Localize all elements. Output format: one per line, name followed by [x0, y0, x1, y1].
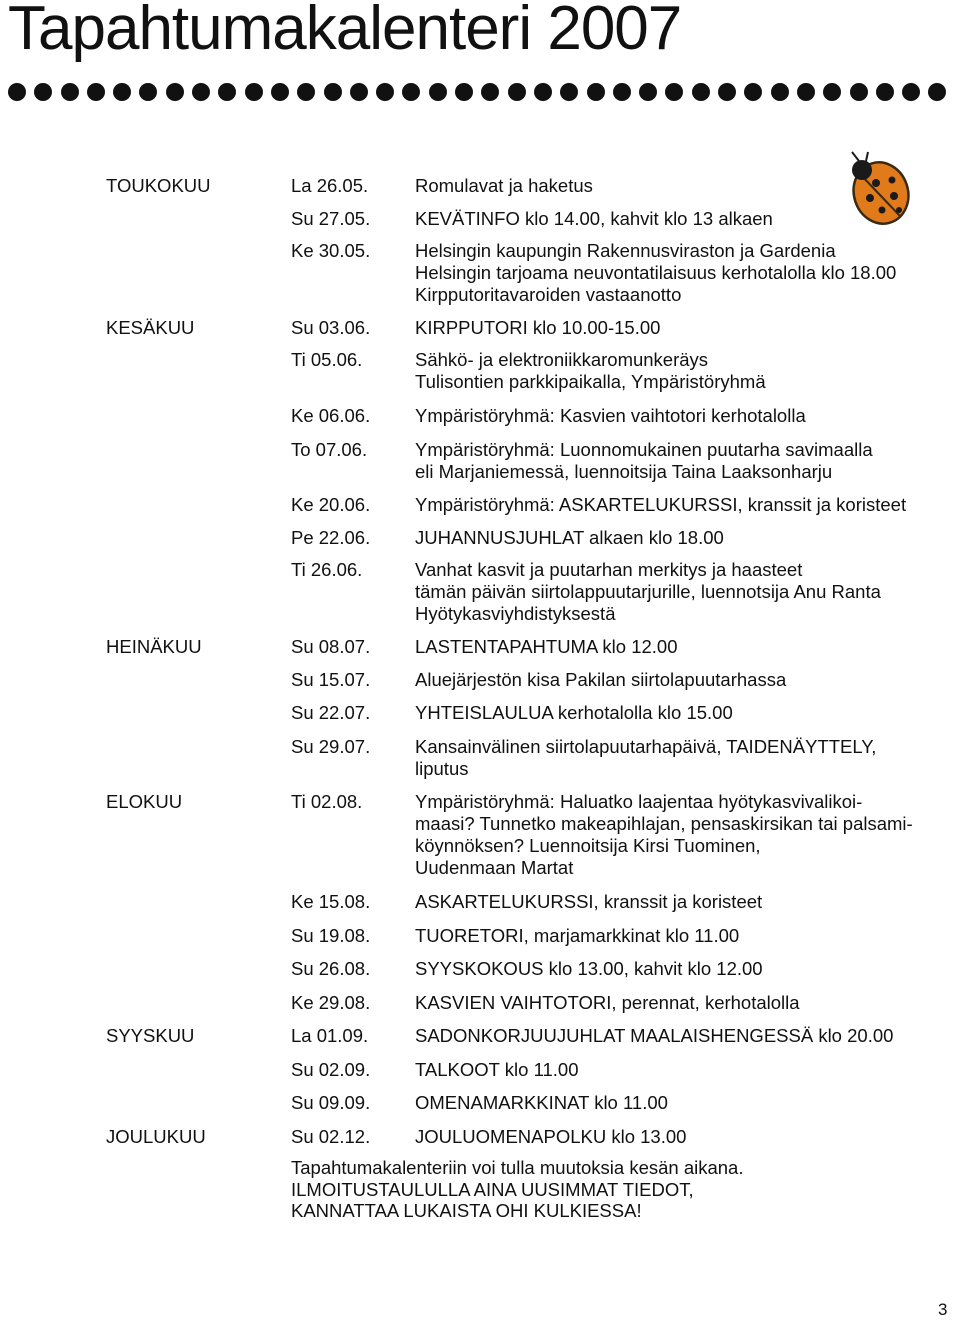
event-description: [415, 1059, 960, 1081]
event-line: Romulavat ja haketus: [415, 175, 593, 196]
event-line: Hyötykasviyhdistyksestä: [415, 603, 616, 625]
divider-dot: [587, 83, 605, 101]
event-date: Ti 26.06.: [291, 559, 363, 581]
event-description: [415, 1025, 960, 1047]
event-date: La 01.09.: [291, 1025, 369, 1047]
divider-dot: [902, 83, 920, 101]
event-line: Helsingin kaupungin Rakennusviraston ja Gardenia: [415, 240, 836, 262]
divider-dot: [113, 83, 131, 101]
divider-dot: [560, 83, 578, 101]
event-date: Ti 05.06.: [291, 349, 363, 371]
note-line: Tapahtumakalenteriin voi tulla muutoksia kesän aikana.: [291, 1157, 744, 1178]
event-date: Su 26.08.: [291, 958, 371, 980]
event-row: [0, 702, 960, 724]
event-date: Ti 02.08.: [291, 791, 363, 813]
month-label: [0, 349, 291, 393]
event-line: maasi? Tunnetko makeapihlajan, pensaskirsikan tai palsami-: [415, 813, 913, 835]
event-row: [0, 669, 960, 691]
event-row: [0, 559, 960, 625]
divider-dot: [455, 83, 473, 101]
month-label: [0, 527, 291, 549]
event-row: [0, 992, 960, 1014]
month-label: [0, 494, 291, 516]
divider-dot: [218, 83, 236, 101]
month-label: KESÄKUU: [106, 316, 195, 338]
event-row: [0, 494, 960, 516]
event-line: JOULUOMENAPOLKU klo 13.00: [415, 1126, 687, 1148]
event-date: Su 19.08.: [291, 924, 371, 946]
event-row: [0, 349, 960, 393]
event-description: [415, 925, 960, 947]
event-date: Su 27.05.: [291, 207, 371, 229]
month-label: [0, 1092, 291, 1114]
month-label: HEINÄKUU: [106, 635, 202, 657]
event-line: YHTEISLAULUA kerhotalolla klo 15.00: [415, 702, 733, 724]
divider-dot: [192, 83, 210, 101]
event-row: [0, 208, 960, 230]
event-row: [0, 240, 960, 306]
event-line: Kirpputoritavaroiden vastaanotto: [415, 284, 682, 306]
divider-dot: [350, 83, 368, 101]
divider-dot: [744, 83, 762, 101]
month-label: TOUKOKUU: [106, 175, 211, 196]
footer-note: [291, 1157, 743, 1222]
event-description: [415, 891, 960, 913]
event-line: LASTENTAPAHTUMA klo 12.00: [415, 635, 678, 657]
event-date: Pe 22.06.: [291, 526, 371, 548]
month-label: [0, 736, 291, 780]
event-row: [0, 736, 960, 780]
note-line: KANNATTAA LUKAISTA OHI KULKIESSA!: [291, 1200, 642, 1221]
divider-dot: [876, 83, 894, 101]
event-date: Su 02.12.: [291, 1126, 371, 1148]
event-description: [415, 702, 960, 724]
divider-dot: [61, 83, 79, 101]
divider-dot: [34, 83, 52, 101]
event-line: Sähkö- ja elektroniikkaromunkeräys: [415, 349, 709, 371]
event-line: Uudenmaan Martat: [415, 857, 574, 879]
event-row: [0, 1059, 960, 1081]
event-description: [415, 527, 960, 549]
divider-dot: [639, 83, 657, 101]
event-row: [0, 791, 960, 879]
event-row: [0, 1025, 960, 1047]
divider-dot: [87, 83, 105, 101]
divider-dot: [402, 83, 420, 101]
event-calendar: [0, 175, 960, 1148]
event-line: liputus: [415, 757, 469, 779]
event-row: [0, 1092, 960, 1114]
event-line: Ympäristöryhmä: Luonnomukainen puutarha savimaalla: [415, 438, 873, 460]
event-row: [0, 891, 960, 913]
divider-dot: [429, 83, 447, 101]
event-line: Aluejärjestön kisa Pakilan siirtolapuutarhassa: [415, 668, 787, 690]
event-line: Ympäristöryhmä: ASKARTELUKURSSI, kranssit ja koristeet: [415, 494, 907, 516]
event-line: Helsingin tarjoama neuvontatilaisuus kerhotalolla klo 18.00: [415, 262, 897, 284]
divider-dot: [928, 83, 946, 101]
event-description: [415, 992, 960, 1014]
event-row: [0, 439, 960, 483]
note-line: ILMOITUSTAULULLA AINA UUSIMMAT TIEDOT,: [291, 1178, 694, 1200]
page-title: Tapahtumakalenteri 2007: [8, 0, 682, 63]
month-label: [0, 405, 291, 427]
event-description: [415, 208, 960, 230]
event-description: [415, 349, 960, 393]
divider-dot: [481, 83, 499, 101]
event-line: TALKOOT klo 11.00: [415, 1058, 579, 1080]
divider-dot: [613, 83, 631, 101]
event-line: Tulisontien parkkipaikalla, Ympäristöryhmä: [415, 371, 766, 393]
month-label: [0, 925, 291, 947]
event-description: [415, 240, 960, 306]
event-date: To 07.06.: [291, 438, 368, 460]
event-date: Ke 20.06.: [291, 494, 371, 516]
month-label: [0, 958, 291, 980]
divider-dot: [245, 83, 263, 101]
divider-dot: [718, 83, 736, 101]
event-line: KIRPPUTORI klo 10.00-15.00: [415, 316, 661, 338]
month-label: [0, 240, 291, 306]
divider-dot: [508, 83, 526, 101]
divider-dot: [534, 83, 552, 101]
month-label: [0, 439, 291, 483]
event-line: KEVÄTINFO klo 14.00, kahvit klo 13 alkaen: [415, 207, 773, 229]
event-description: [415, 636, 960, 658]
divider-dot: [771, 83, 789, 101]
divider-dot: [297, 83, 315, 101]
event-line: SADONKORJUUJUHLAT MAALAISHENGESSÄ klo 20.00: [415, 1025, 894, 1047]
event-row: [0, 1126, 960, 1148]
event-description: [415, 317, 960, 339]
month-label: [0, 1059, 291, 1081]
divider-dot: [139, 83, 157, 101]
divider-dot: [665, 83, 683, 101]
event-row: [0, 527, 960, 549]
event-row: [0, 175, 960, 197]
event-description: [415, 669, 960, 691]
month-label: [0, 992, 291, 1014]
month-label: [0, 702, 291, 724]
divider-dot: [850, 83, 868, 101]
event-line: KASVIEN VAIHTOTORI, perennat, kerhotalolla: [415, 991, 800, 1013]
event-line: eli Marjaniemessä, luennoitsija Taina Laaksonharju: [415, 460, 833, 482]
event-line: SYYSKOKOUS klo 13.00, kahvit klo 12.00: [415, 958, 763, 980]
event-description: [415, 175, 960, 197]
event-description: [415, 1092, 960, 1114]
divider-dot: [271, 83, 289, 101]
divider-dot: [823, 83, 841, 101]
month-label: [0, 559, 291, 625]
event-row: [0, 405, 960, 427]
event-line: OMENAMARKKINAT klo 11.00: [415, 1092, 668, 1114]
divider-dot: [8, 83, 26, 101]
event-description: [415, 439, 960, 483]
event-row: [0, 925, 960, 947]
event-line: tämän päivän siirtolappuutarjurille, luennotsija Anu Ranta: [415, 581, 881, 603]
event-line: JUHANNUSJUHLAT alkaen klo 18.00: [415, 526, 724, 548]
event-date: Su 09.09.: [291, 1092, 371, 1114]
event-row: [0, 317, 960, 339]
divider-dot: [166, 83, 184, 101]
event-date: La 26.05.: [291, 175, 369, 196]
divider-dot: [376, 83, 394, 101]
event-date: Su 03.06.: [291, 316, 371, 338]
event-row: [0, 636, 960, 658]
event-description: [415, 958, 960, 980]
event-row: [0, 958, 960, 980]
event-date: Su 15.07.: [291, 668, 371, 690]
event-date: Ke 06.06.: [291, 404, 371, 426]
page-number: 3: [938, 1300, 948, 1319]
event-description: [415, 736, 960, 780]
event-date: Ke 15.08.: [291, 890, 371, 912]
event-date: Su 02.09.: [291, 1058, 371, 1080]
event-description: [415, 494, 960, 516]
month-label: [0, 891, 291, 913]
event-date: Su 29.07.: [291, 735, 371, 757]
event-description: [415, 559, 960, 625]
event-line: TUORETORI, marjamarkkinat klo 11.00: [415, 924, 740, 946]
event-line: ASKARTELUKURSSI, kranssit ja koristeet: [415, 890, 763, 912]
divider-dot: [324, 83, 342, 101]
month-label: ELOKUU: [106, 791, 183, 813]
event-date: Su 22.07.: [291, 702, 371, 724]
month-label: [0, 208, 291, 230]
event-line: Ympäristöryhmä: Haluatko laajentaa hyötykasvivalikoi-: [415, 791, 863, 813]
event-line: Kansainvälinen siirtolapuutarhapäivä, TAIDENÄYTTELY,: [415, 735, 877, 757]
event-date: Ke 29.08.: [291, 991, 371, 1013]
event-description: [415, 405, 960, 427]
month-label: SYYSKUU: [106, 1025, 195, 1047]
event-description: [415, 1126, 960, 1148]
divider-dot: [797, 83, 815, 101]
event-description: [415, 791, 960, 879]
event-line: Ympäristöryhmä: Kasvien vaihtotori kerhotalolla: [415, 404, 806, 426]
dot-divider: [8, 83, 946, 101]
event-line: köynnöksen? Luennoitsija Kirsi Tuominen,: [415, 835, 761, 857]
divider-dot: [692, 83, 710, 101]
event-line: Vanhat kasvit ja puutarhan merkitys ja haasteet: [415, 559, 803, 581]
event-date: Ke 30.05.: [291, 240, 371, 262]
month-label: [0, 669, 291, 691]
event-date: Su 08.07.: [291, 635, 371, 657]
month-label: JOULUKUU: [106, 1126, 206, 1148]
